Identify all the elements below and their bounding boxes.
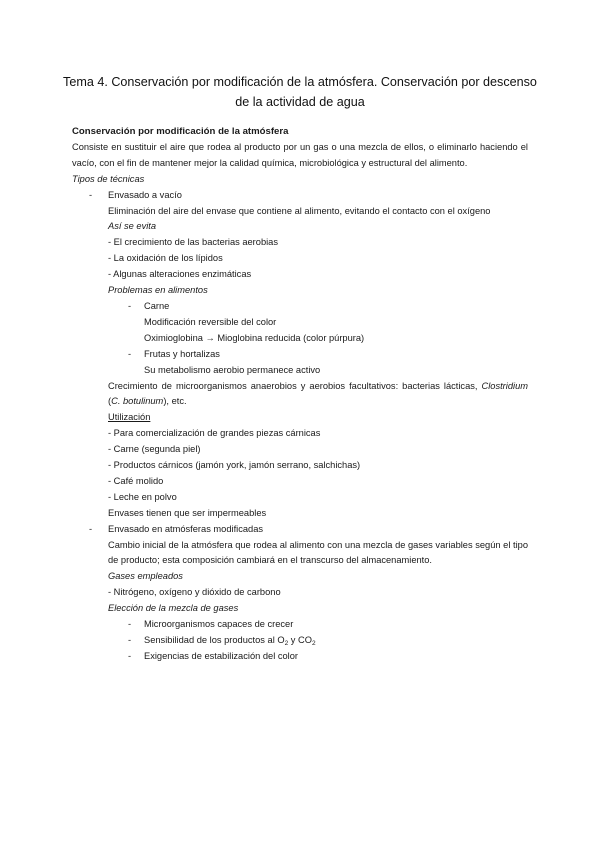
eleccion-text: y CO bbox=[288, 635, 312, 645]
gases-label: Gases empleados bbox=[108, 571, 183, 582]
crecimiento-paragraph bbox=[72, 379, 528, 411]
evita-item: - El crecimiento de las bacterias aerobias bbox=[108, 237, 279, 248]
paren-close: ), etc. bbox=[163, 396, 187, 407]
vacio-description: Eliminación del aire del envase que contiene al alimento, evitando el contacto con el oxígeno bbox=[108, 205, 491, 216]
subscript: 2 bbox=[311, 640, 316, 647]
bullet-dash: - bbox=[89, 189, 93, 200]
eleccion-item bbox=[72, 649, 528, 665]
evita-item: - Algunas alteraciones enzimáticas bbox=[108, 269, 252, 280]
paren-open: ( bbox=[108, 396, 112, 407]
eleccion-text: Sensibilidad de los productos al O bbox=[144, 635, 285, 645]
intro-paragraph: Consiste en sustituir el aire que rodea al producto por un gas o una mezcla de ellos, o eliminarlo haciendo el vacío, con el fin de mantener mejor la calidad química, microbiológica y estructural del alimento. bbox=[72, 141, 528, 168]
eleccion-text: Exigencias de estabilización del color bbox=[144, 650, 299, 661]
document-body bbox=[72, 124, 528, 665]
clostridium-term: Clostridium bbox=[481, 380, 528, 391]
evita-label: Así se evita bbox=[108, 221, 157, 232]
gases-item: - Nitrógeno, oxígeno y dióxido de carbono bbox=[108, 587, 281, 598]
utilizacion-label: Utilización bbox=[108, 412, 151, 423]
eleccion-item bbox=[72, 633, 528, 649]
bullet-dash: - bbox=[128, 619, 132, 630]
modificadas-title: Envasado en atmósferas modificadas bbox=[108, 523, 264, 534]
list-item-modificadas bbox=[72, 522, 528, 538]
eleccion-label: Elección de la mezcla de gases bbox=[108, 603, 239, 614]
eleccion-text: Microorganismos capaces de crecer bbox=[144, 619, 294, 630]
page-title bbox=[60, 72, 540, 112]
title-line-2: de la actividad de agua bbox=[235, 95, 365, 109]
utilizacion-item: - Productos cárnicos (jamón york, jamón serrano, salchichas) bbox=[108, 460, 361, 471]
carne-line: Oximioglobina → Mioglobina reducida (color púrpura) bbox=[144, 332, 365, 343]
eleccion-item bbox=[72, 617, 528, 633]
subscript: 2 bbox=[284, 640, 289, 647]
bullet-dash: - bbox=[128, 300, 132, 311]
section-heading: Conservación por modificación de la atmósfera bbox=[72, 126, 289, 137]
tipos-label: Tipos de técnicas bbox=[72, 173, 145, 184]
utilizacion-item: - Café molido bbox=[108, 475, 164, 486]
title-line-1: Tema 4. Conservación por modificación de la atmósfera. Conservación por descenso bbox=[63, 75, 537, 89]
utilizacion-item: - Para comercialización de grandes piezas cárnicas bbox=[108, 428, 321, 439]
frutas-line: Su metabolismo aerobio permanece activo bbox=[144, 364, 321, 375]
list-item-frutas bbox=[72, 347, 528, 363]
frutas-title: Frutas y hortalizas bbox=[144, 348, 220, 359]
bullet-dash: - bbox=[128, 650, 132, 661]
carne-line: Modificación reversible del color bbox=[144, 316, 277, 327]
bullet-dash: - bbox=[128, 348, 132, 359]
bullet-dash: - bbox=[89, 523, 93, 534]
envases-note: Envases tienen que ser impermeables bbox=[108, 507, 267, 518]
botulinum-term: C. botulinum bbox=[111, 396, 164, 407]
utilizacion-item: - Leche en polvo bbox=[108, 491, 177, 502]
bullet-dash: - bbox=[128, 635, 132, 645]
carne-title: Carne bbox=[144, 300, 170, 311]
list-item-carne bbox=[72, 299, 528, 315]
list-item-vacio bbox=[72, 188, 528, 204]
crecimiento-text: Crecimiento de microorganismos anaerobios y aerobios facultativos: bacterias lácticas, bbox=[108, 380, 478, 391]
evita-item: - La oxidación de los lípidos bbox=[108, 253, 223, 264]
vacio-title: Envasado a vacío bbox=[108, 189, 182, 200]
utilizacion-item: - Carne (segunda piel) bbox=[108, 444, 201, 455]
modificadas-description: Cambio inicial de la atmósfera que rodea al alimento con una mezcla de gases variables según el tipo de producto; esta composición cambiará en el transcurso del almacenamiento. bbox=[108, 539, 528, 566]
problemas-label: Problemas en alimentos bbox=[108, 285, 208, 296]
